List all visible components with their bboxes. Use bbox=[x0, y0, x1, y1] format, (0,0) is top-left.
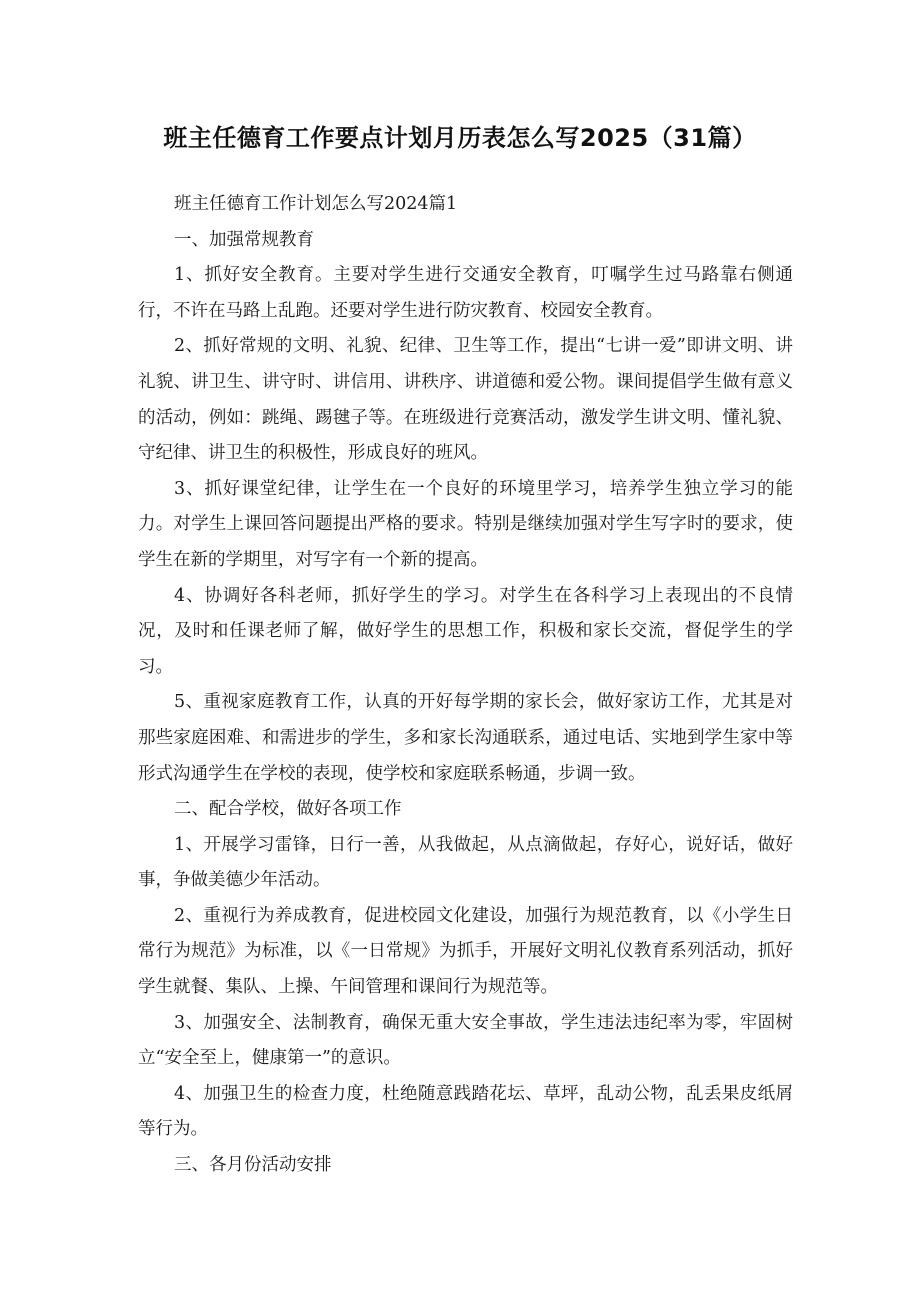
paragraph: 1、抓好安全教育。主要对学生进行交通安全教育，叮嘱学生过马路靠右侧通行，不许在马路上乱跑。还要对学生进行防灾教育、校园安全教育。 bbox=[138, 265, 793, 321]
paragraph: 3、抓好课堂纪律，让学生在一个良好的环境里学习，培养学生独立学习的能力。对学生上课回答问题提出严格的要求。特别是继续加强对学生写字时的要求，使学生在新的学期里，对写字有一个新的提高。 bbox=[138, 478, 793, 570]
document-title: 班主任德育工作要点计划月历表怎么写2025（31篇） bbox=[163, 124, 757, 152]
paragraph: 4、协调好各科老师，抓好学生的学习。对学生在各科学习上表现出的不良情况，及时和任课老师了解，做好学生的思想工作，积极和家长交流，督促学生的学习。 bbox=[138, 585, 793, 677]
article-subtitle: 班主任德育工作计划怎么写2024篇1 bbox=[174, 194, 458, 214]
section-heading: 三、各月份活动安排 bbox=[174, 1155, 332, 1176]
paragraph: 1、开展学习雷锋，日行一善，从我做起，从点滴做起，存好心，说好话，做好事，争做美德少年活动。 bbox=[138, 834, 793, 891]
paragraph: 4、加强卫生的检查力度，杜绝随意践踏花坛、草坪，乱动公物，乱丢果皮纸屑等行为。 bbox=[138, 1083, 793, 1140]
paragraph: 3、加强安全、法制教育，确保无重大安全事故，学生违法违纪率为零，牢固树立“安全至上，健康第一”的意识。 bbox=[138, 1012, 793, 1069]
section-heading: 一、加强常规教育 bbox=[174, 229, 314, 250]
paragraph: 2、重视行为养成教育，促进校园文化建设，加强行为规范教育，以《小学生日常行为规范》为标准，以《一日常规》为抓手，开展好文明礼仪教育系列活动，抓好学生就餐、集队、上操、午间管理和课间行为规范等。 bbox=[138, 905, 793, 998]
paragraph: 2、抓好常规的文明、礼貌、纪律、卫生等工作，提出“七讲一爱”即讲文明、讲礼貌、讲卫生、讲守时、讲信用、讲秩序、讲道德和爱公物。课间提倡学生做有意义的活动，例如：跳绳、踢毽子等。在班级进行竞赛活动，激发学生讲文明、懂礼貌、守纪律、讲卫生的积极性，形成良好的班风。 bbox=[138, 336, 793, 464]
document-body bbox=[138, 187, 793, 1184]
section-heading: 二、配合学校，做好各项工作 bbox=[174, 799, 402, 820]
paragraph: 5、重视家庭教育工作，认真的开好每学期的家长会，做好家访工作，尤其是对那些家庭困难、和需进步的学生，多和家长沟通联系，通过电话、实地到学生家中等形式沟通学生在学校的表现，使学校和家庭联系畅通，步调一致。 bbox=[138, 692, 793, 784]
